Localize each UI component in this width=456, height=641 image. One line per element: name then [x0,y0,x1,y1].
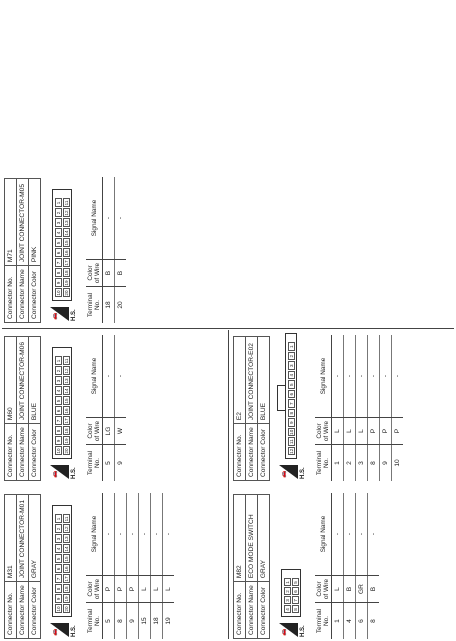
connector-pin: 2 [55,209,62,218]
terminal-number: 3 [356,445,368,482]
signal-name-header: Signal Name [86,493,103,576]
wire-color: B [344,576,356,603]
connector-pin: 13 [63,378,69,384]
connector-pin: 7 [55,575,62,584]
signal-name-header: Signal Name [86,177,103,260]
table-row [344,335,356,481]
signal-name-header: Signal Name [315,493,332,576]
connector-pin: 2 [55,525,62,534]
connector-color-label: Connector Color [29,266,41,323]
signal-name: - [368,335,380,418]
signal-name: - [127,493,139,576]
harness-side-badge [50,307,77,321]
car-icon: 🚗 [281,628,287,636]
table-row [115,493,127,639]
connector-name-label: Connector Name [17,582,29,639]
connector-pin: 2 [55,367,62,376]
connector-pin: 12 [63,210,69,216]
connector-pin: 1 [55,515,62,524]
connector-pin: 16 [63,408,69,414]
wire-color: L [356,418,368,445]
car-icon: 🚗 [52,312,58,320]
connector-pin: 3 [55,535,62,544]
table-row [344,493,356,639]
table-row [356,335,368,481]
wire-color-header: Color of Wire [86,576,103,603]
wire-color-header: Color of Wire [315,576,332,603]
pin-row-bottom [62,350,70,456]
connector-pin: 5 [55,239,62,248]
connector-pin: 12 [63,526,69,532]
wire-color-header: Color of Wire [315,418,332,445]
connector-number-label: Connector No. [234,424,246,481]
connector-pin: 9 [55,437,62,446]
connector-pin: 13 [63,536,69,542]
pin-row-top [54,508,62,614]
connector-pin: 11 [63,357,70,366]
connector-info-table [233,494,270,639]
connector-pin: 1 [284,579,291,587]
connector-pin: 1 [55,357,62,366]
connector-pin: 15 [63,556,69,562]
wire-color: L [151,576,163,603]
connector-pin: 1 [55,199,62,208]
connector-name-value: JOINT CONNECTOR-M06 [17,337,29,424]
terminal-number: 5 [105,461,112,465]
connector-pin: 6 [55,565,62,574]
signal-name-header: Signal Name [86,335,103,418]
signal-name: - [103,493,115,576]
table-row [103,335,115,481]
connector-pin: 18 [63,586,69,592]
pin-row-top [287,336,295,456]
terminal-number: 6 [356,603,368,640]
wire-color: L [332,576,344,603]
pin-row-top [54,350,62,456]
connector-pin: 15 [63,240,69,246]
hs-label: H.S. [71,309,77,321]
table-row [163,493,175,639]
connector-face [52,347,72,459]
connector-panel-m60 [4,331,224,481]
connector-color-value: BLUE [258,337,270,424]
connector-info-table [233,336,270,481]
connector-face [52,189,72,301]
connector-color-value: GRAY [29,495,41,582]
connector-pin: 10 [288,429,294,435]
connector-color-value: GRAY [258,495,270,582]
signal-name: - [356,493,368,576]
connector-pin: 9 [288,419,295,428]
terminal-no-header: Terminal No. [86,603,103,640]
terminal-table [86,493,174,639]
connector-number-value: E2 [234,337,246,424]
connector-pin: 8 [288,409,295,418]
terminal-table [315,335,403,481]
signal-name: - [115,335,127,418]
connector-pin: 6 [55,249,62,258]
connector-pin: 5 [55,397,62,406]
connector-name-value: ECO MODE SWITCH [246,495,258,582]
terminal-number: 8 [368,445,380,482]
terminal-number: 9 [380,445,392,482]
connector-pin: 17 [63,260,69,266]
wire-color: L [344,418,356,445]
terminal-number: 18 [105,301,112,309]
hs-label: H.S. [71,625,77,637]
terminal-no-header: Terminal No. [86,287,103,324]
connector-pin: 18 [63,270,69,276]
table-row [368,493,380,639]
connector-number-label: Connector No. [5,582,17,639]
connector-pin: 7 [55,259,62,268]
signal-name: - [356,335,368,418]
connector-pin: 20 [63,290,69,296]
connector-pin: 6 [288,390,295,399]
hs-label: H.S. [71,467,77,479]
table-row [139,493,151,639]
wire-color: LG [103,418,115,445]
car-icon: 🚗 [52,470,58,478]
car-icon: 🚗 [281,470,287,478]
connector-pin: 8 [292,606,299,614]
harness-side-badge [50,465,77,479]
connector-pin: 3 [55,377,62,386]
connector-name-value: JOINT CONNECTOR-M01 [17,495,29,582]
connector-name-label: Connector Name [17,266,29,323]
connector-color-label: Connector Color [258,582,270,639]
signal-name: - [332,493,344,576]
wire-color: P [103,576,115,603]
connector-pin: 9 [55,279,62,288]
signal-name: - [332,335,344,418]
table-row [392,335,404,481]
connector-color-label: Connector Color [29,582,41,639]
terminal-table [86,335,126,481]
connector-pin: 9 [55,595,62,604]
terminal-number: 9 [115,445,127,482]
connector-pin: 12 [63,368,69,374]
signal-name: - [380,335,392,418]
row-divider [228,330,229,639]
connector-number-value: M82 [234,495,246,582]
connector-pin: 4 [55,545,62,554]
terminal-table [315,493,379,639]
connector-pin: 8 [55,269,62,278]
connector-pin: 6 [55,407,62,416]
terminal-number: 8 [115,603,127,640]
connector-pin: 5 [288,381,295,390]
connector-color-label: Connector Color [29,424,41,481]
signal-name: - [103,177,115,260]
connector-pin: 17 [63,576,69,582]
connector-latch [277,385,285,411]
signal-name: - [344,493,356,576]
wire-color: B [115,260,127,287]
signal-name: - [103,335,115,418]
table-row [103,493,115,639]
terminal-no-header: Terminal No. [315,445,332,482]
wire-color: L [332,418,344,445]
wire-color: GR [356,576,368,603]
connector-face [52,505,72,617]
connector-pin: 6 [292,588,299,596]
table-row [115,335,127,481]
connector-pin: 7 [288,400,295,409]
connector-pin: 3 [284,597,291,605]
connector-pin: 8 [55,585,62,594]
table-row [368,335,380,481]
signal-name: - [115,177,127,260]
connector-pin: 19 [63,280,69,286]
harness-side-badge [279,623,306,637]
table-row [380,335,392,481]
connector-pin: 11 [63,515,70,524]
connector-name-label: Connector Name [246,424,258,481]
connector-panel-m31 [4,489,224,639]
signal-name: - [344,335,356,418]
hs-label: H.S. [300,467,306,479]
connector-pin: 2 [284,588,291,596]
connector-face [285,333,297,459]
connector-number-value: M31 [5,495,17,582]
connector-pin: 17 [63,418,69,424]
connector-pin: 3 [55,219,62,228]
terminal-table [86,177,126,323]
signal-name: - [151,493,163,576]
wire-color-header: Color of Wire [86,418,103,445]
terminal-number: 18 [151,603,163,640]
connector-color-value: BLUE [29,337,41,424]
pin-row-top [54,192,62,298]
pin-row-bottom [291,572,299,614]
connector-name-label: Connector Name [17,424,29,481]
connector-number-value: M71 [5,179,17,266]
car-icon: 🚗 [52,628,58,636]
pin-row-bottom [62,192,70,298]
signal-name: - [368,493,380,576]
connector-pin: 14 [63,388,69,394]
connector-pin: 20 [63,606,69,612]
connector-pin: 5 [292,579,299,587]
terminal-number: 1 [334,619,341,623]
wire-color: P [115,576,127,603]
signal-name: - [163,493,175,576]
terminal-no-header: Terminal No. [315,603,332,640]
connector-pin: 3 [288,362,295,371]
signal-name: - [115,493,127,576]
connector-pin: 4 [55,387,62,396]
wire-color: P [392,418,404,445]
wire-color: P [368,418,380,445]
connector-pin: 16 [63,250,69,256]
connector-pin: 7 [292,597,299,605]
connector-name-value: JOINT CONNECTOR-E02 [246,337,258,424]
connector-color-label: Connector Color [258,424,270,481]
wire-color: L [163,576,175,603]
connector-pin: 10 [55,606,61,612]
connector-info-table [4,336,41,481]
terminal-number: 20 [115,287,127,324]
table-row [332,335,344,481]
terminal-no-header: Terminal No. [86,445,103,482]
terminal-number: 9 [127,603,139,640]
connector-number-label: Connector No. [5,266,17,323]
connector-pin: 1 [288,343,295,352]
terminal-number: 15 [139,603,151,640]
terminal-number: 8 [368,603,380,640]
connector-pin: 5 [55,555,62,564]
connector-pin: 7 [55,417,62,426]
wire-color: W [115,418,127,445]
connector-pin: 15 [63,398,69,404]
terminal-number: 4 [344,603,356,640]
signal-name-header: Signal Name [315,335,332,418]
hs-label: H.S. [300,625,306,637]
connector-pin: 14 [63,230,69,236]
wire-color: B [103,260,115,287]
connector-name-label: Connector Name [246,582,258,639]
connector-pin: 19 [63,438,69,444]
terminal-number: 19 [163,603,175,640]
connector-pin: 11 [63,199,70,208]
connector-pin: 13 [63,220,69,226]
table-row [127,493,139,639]
table-row [332,493,344,639]
connector-pin: 20 [63,448,69,454]
connector-info-table [4,494,41,639]
connector-pin: 2 [288,352,295,361]
connector-number-label: Connector No. [234,582,246,639]
terminal-number: 10 [392,445,404,482]
connector-pin: 10 [55,290,61,296]
connector-number-label: Connector No. [5,424,17,481]
connector-info-table [4,178,41,323]
pin-row-bottom [62,508,70,614]
connector-name-value: JOINT CONNECTOR-M05 [17,179,29,266]
connector-pin: 4 [284,606,291,614]
connector-pin: 8 [55,427,62,436]
terminal-number: 2 [344,445,356,482]
connector-pin: 4 [288,371,295,380]
wire-color: L [139,576,151,603]
connector-pin: 4 [55,229,62,238]
signal-name: - [392,335,404,418]
table-row [115,177,127,323]
signal-name: - [139,493,151,576]
connector-pin: 11 [288,439,294,445]
table-row [103,177,115,323]
column-divider [2,328,454,329]
connector-pin: 14 [63,546,69,552]
connector-pin: 16 [63,566,69,572]
connector-number-value: M60 [5,337,17,424]
wire-color: P [380,418,392,445]
connector-panel-m71 [4,173,224,323]
connector-panel-m82 [233,489,453,639]
terminal-number: 1 [334,461,341,465]
harness-side-badge [50,623,77,637]
connector-panel-e2 [233,331,453,481]
connector-face [281,569,301,617]
wire-color-header: Color of Wire [86,260,103,287]
connector-pin: 12 [288,448,294,454]
harness-side-badge [279,465,306,479]
connector-pin: 18 [63,428,69,434]
terminal-number: 5 [105,619,112,623]
connector-color-value: PINK [29,179,41,266]
table-row [151,493,163,639]
wire-color: P [127,576,139,603]
connector-pin: 19 [63,596,69,602]
pin-row-top [283,572,291,614]
connector-pin: 10 [55,448,61,454]
table-row [356,493,368,639]
wire-color: B [368,576,380,603]
